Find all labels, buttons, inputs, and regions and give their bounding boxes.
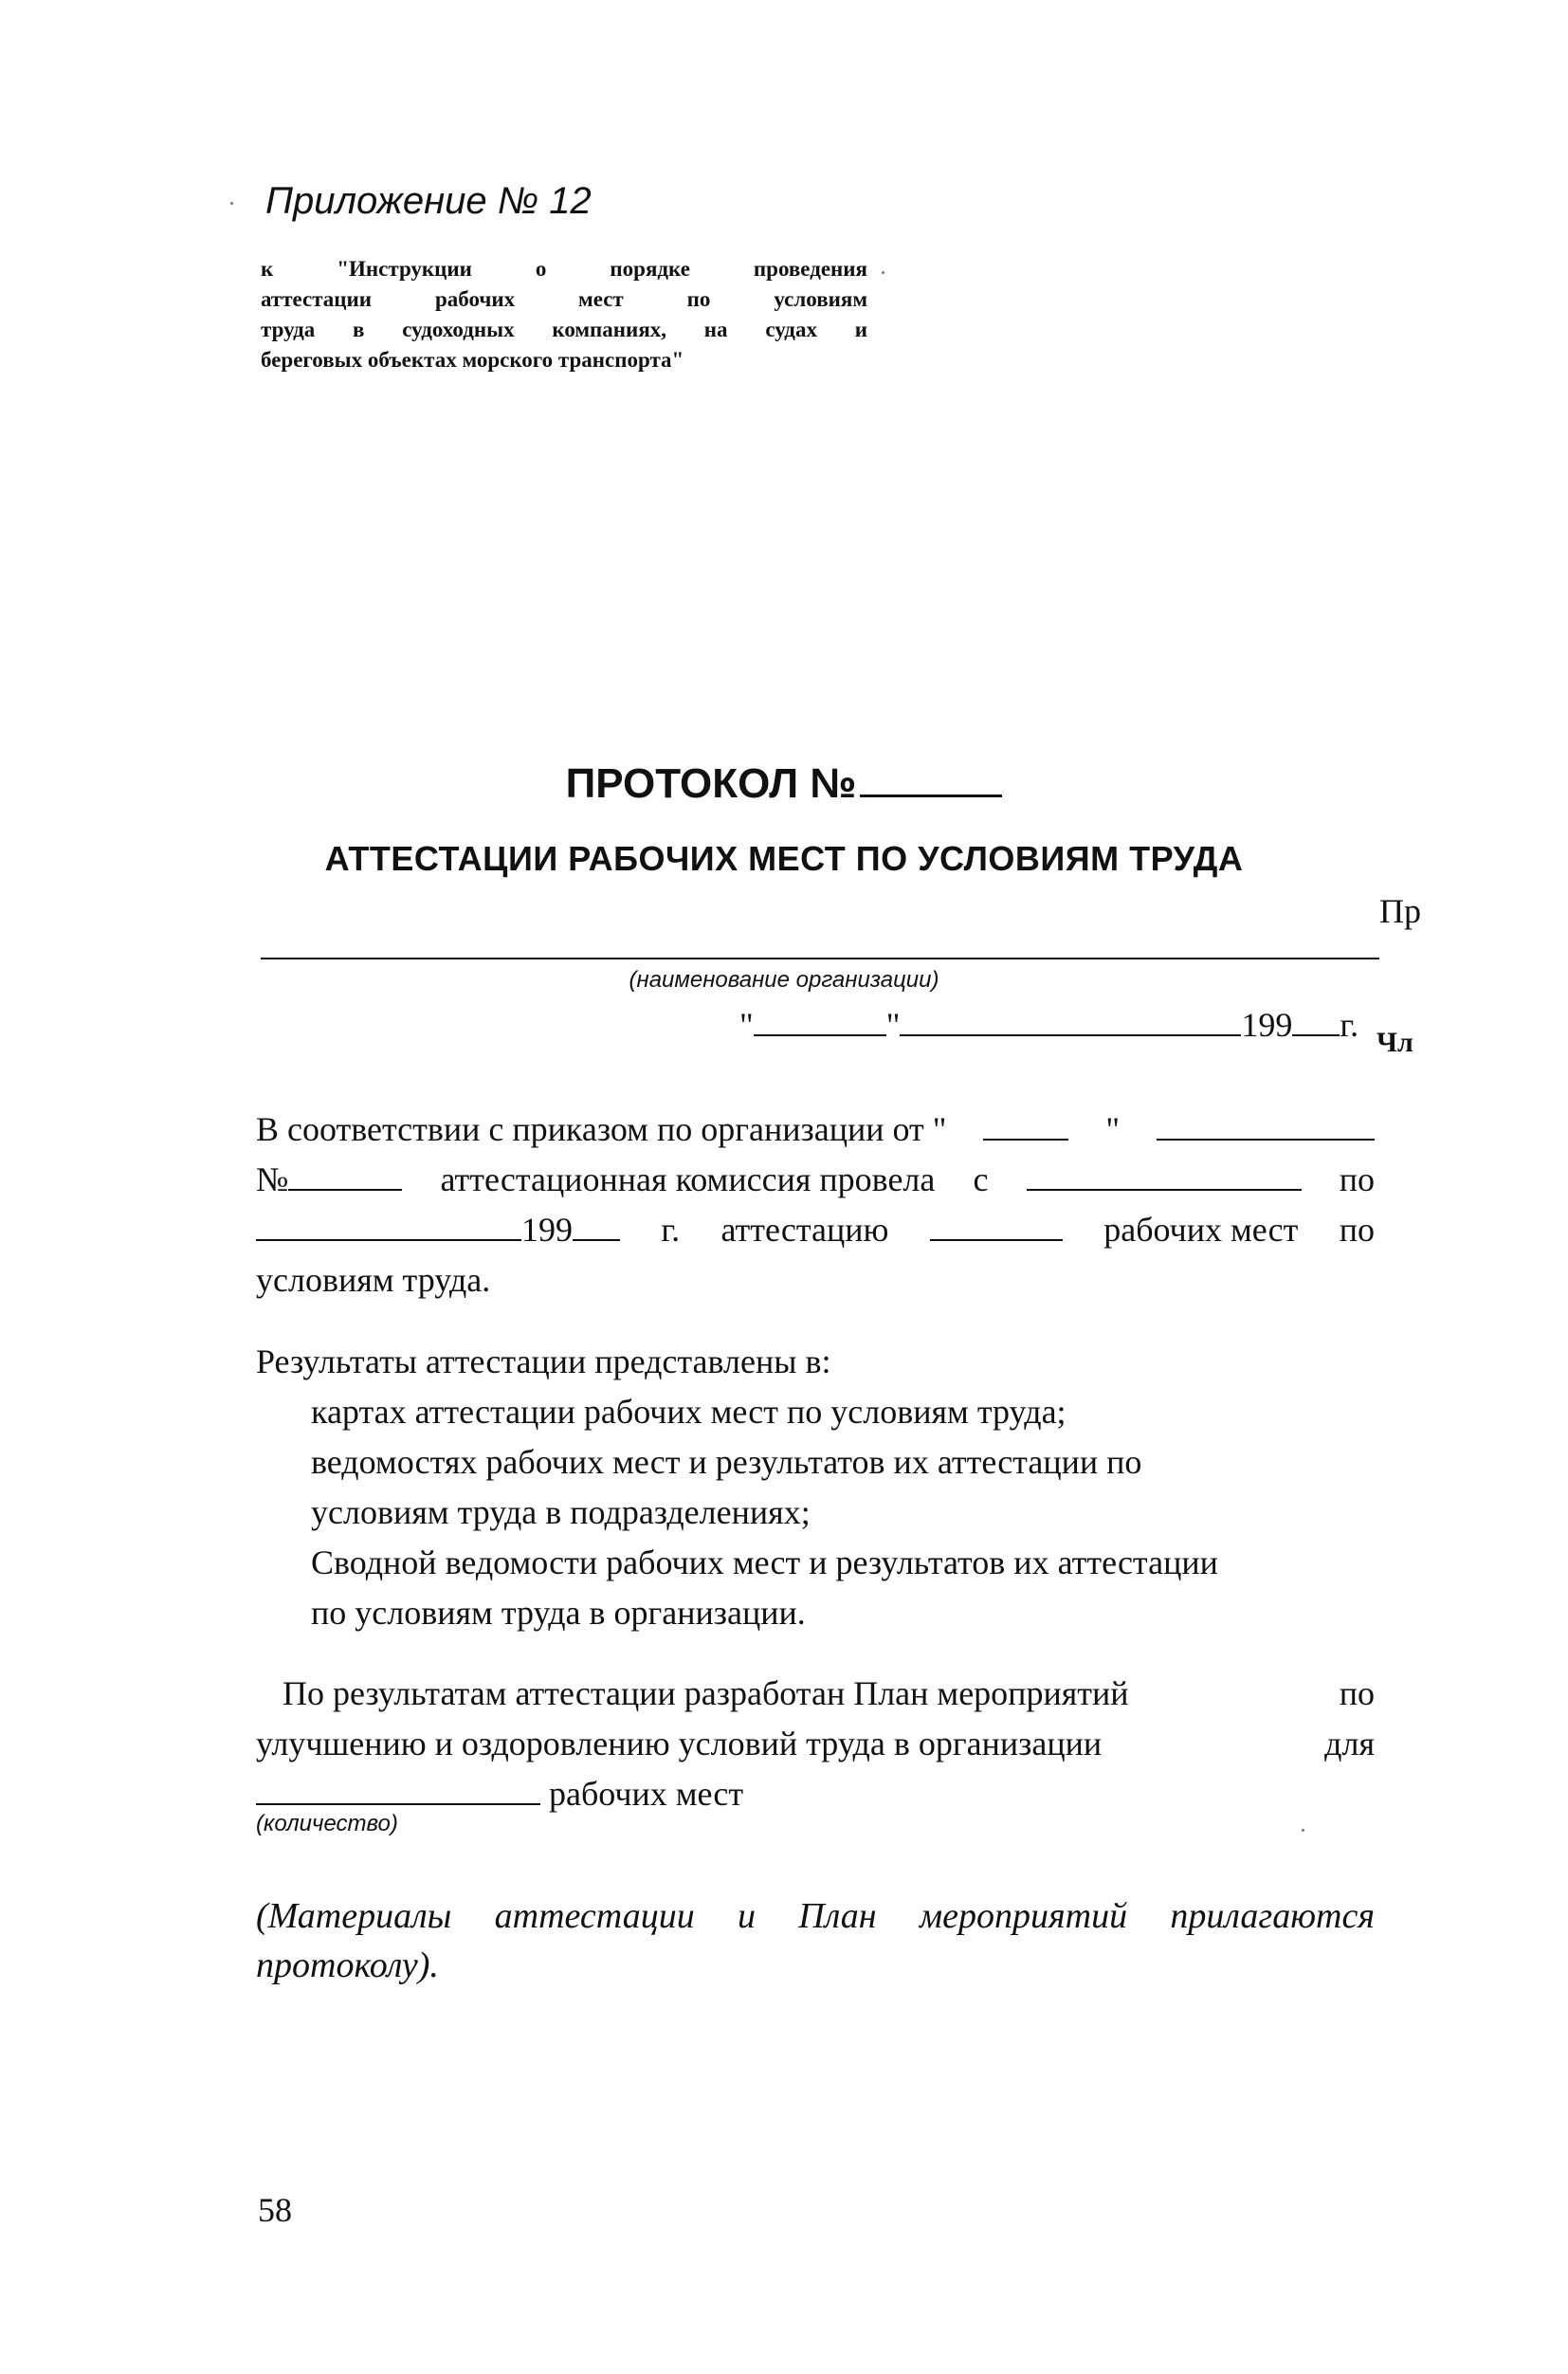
year-prefix: 199 bbox=[521, 1211, 573, 1249]
paragraph-line bbox=[256, 1719, 1375, 1769]
appendix-subtitle-line: к "Инструкции о порядке проведения bbox=[261, 257, 867, 281]
period-start-field[interactable] bbox=[1027, 1160, 1302, 1191]
appendix-title: Приложение № 12 bbox=[265, 180, 592, 222]
list-item: картах аттестации рабочих мест по условиям труда; bbox=[311, 1393, 1067, 1431]
scan-speck bbox=[230, 202, 233, 205]
year-suffix: г. bbox=[1340, 1006, 1359, 1044]
quote-mark: " bbox=[739, 1006, 754, 1044]
period-end-field[interactable] bbox=[256, 1211, 521, 1241]
year-prefix: 199 bbox=[1241, 1006, 1293, 1044]
order-day-field[interactable] bbox=[983, 1110, 1068, 1141]
paragraph-line bbox=[256, 1205, 1375, 1255]
plan-paragraph bbox=[256, 1669, 1375, 1819]
paragraph-line bbox=[256, 1769, 1375, 1819]
paragraph-line bbox=[256, 1669, 1375, 1719]
organization-name-field[interactable] bbox=[261, 958, 1379, 959]
paragraph-text: аттестационная комиссия провела bbox=[440, 1160, 936, 1198]
quote-mark: " bbox=[1105, 1110, 1121, 1148]
protocol-subtitle: АТТЕСТАЦИИ РАБОЧИХ МЕСТ ПО УСЛОВИЯМ ТРУДА bbox=[324, 839, 1244, 878]
organization-caption: (наименование организации) bbox=[629, 967, 939, 993]
order-month-field[interactable] bbox=[1157, 1110, 1375, 1141]
paragraph-text: г. bbox=[661, 1211, 681, 1249]
edge-fragment: Чл bbox=[1377, 1027, 1413, 1058]
paragraph-line bbox=[256, 1105, 1375, 1155]
results-list bbox=[311, 1387, 1373, 1638]
protocol-title-text: ПРОТОКОЛ № bbox=[565, 760, 857, 807]
edge-fragment: по bbox=[1339, 1160, 1375, 1198]
date-year-field[interactable] bbox=[1292, 1006, 1340, 1036]
appendix-subtitle bbox=[261, 254, 867, 375]
order-number-field[interactable] bbox=[288, 1160, 402, 1191]
appendix-subtitle-line: аттестации рабочих мест по условиям bbox=[261, 287, 867, 311]
paragraph-line: условиям труда. bbox=[256, 1261, 491, 1299]
edge-fragment: по bbox=[1339, 1674, 1375, 1712]
period-year-field[interactable] bbox=[573, 1211, 620, 1241]
order-paragraph bbox=[256, 1105, 1375, 1306]
number-sign: № bbox=[256, 1160, 289, 1198]
edge-fragment: для bbox=[1324, 1725, 1375, 1762]
edge-fragment: Пр bbox=[1379, 892, 1421, 930]
list-item: ведомостях рабочих мест и результатов их аттестации по bbox=[311, 1443, 1142, 1481]
paragraph-text: По результатам аттестации разработан План мероприятий bbox=[283, 1674, 1129, 1712]
edge-fragment: по bbox=[1339, 1211, 1375, 1249]
appendix-subtitle-line: береговых объектах морского транспорта" bbox=[261, 348, 684, 372]
paragraph-text: улучшению и оздоровлению условий труда в организации bbox=[256, 1725, 1103, 1762]
attachment-note: (Материалы аттестации и План мероприятий прилагаются протоколу). bbox=[256, 1896, 1375, 1985]
date-month-field[interactable] bbox=[900, 1006, 1241, 1036]
protocol-title bbox=[0, 758, 1568, 808]
paragraph-text: В соответствии с приказом по организации от " bbox=[256, 1110, 947, 1148]
quantity-caption: (количество) bbox=[256, 1811, 398, 1836]
appendix-subtitle-line: труда в судоходных компаниях, на судах и bbox=[261, 318, 867, 341]
scan-speck bbox=[882, 271, 884, 274]
quote-mark: " bbox=[885, 1006, 901, 1044]
date-day-field[interactable] bbox=[754, 1006, 886, 1036]
paragraph-text: с bbox=[973, 1160, 989, 1198]
date-row bbox=[739, 1005, 1358, 1045]
paragraph-line bbox=[256, 1155, 1375, 1205]
plan-workplace-count-field[interactable] bbox=[256, 1775, 540, 1805]
list-item: по условиям труда в организации. bbox=[311, 1594, 806, 1632]
list-item: Сводной ведомости рабочих мест и результатов их аттестации bbox=[311, 1543, 1218, 1581]
scan-speck bbox=[1302, 1829, 1304, 1832]
page-number: 58 bbox=[258, 2191, 292, 2229]
workplace-count-field[interactable] bbox=[930, 1211, 1063, 1241]
protocol-number-field[interactable] bbox=[860, 758, 1002, 797]
paragraph-text: аттестацию bbox=[720, 1211, 889, 1249]
list-item: условиям труда в подразделениях; bbox=[311, 1493, 811, 1531]
results-heading: Результаты аттестации представлены в: bbox=[256, 1342, 831, 1380]
paragraph-text: рабочих мест bbox=[1103, 1211, 1299, 1249]
paragraph-text: рабочих мест bbox=[549, 1775, 744, 1813]
